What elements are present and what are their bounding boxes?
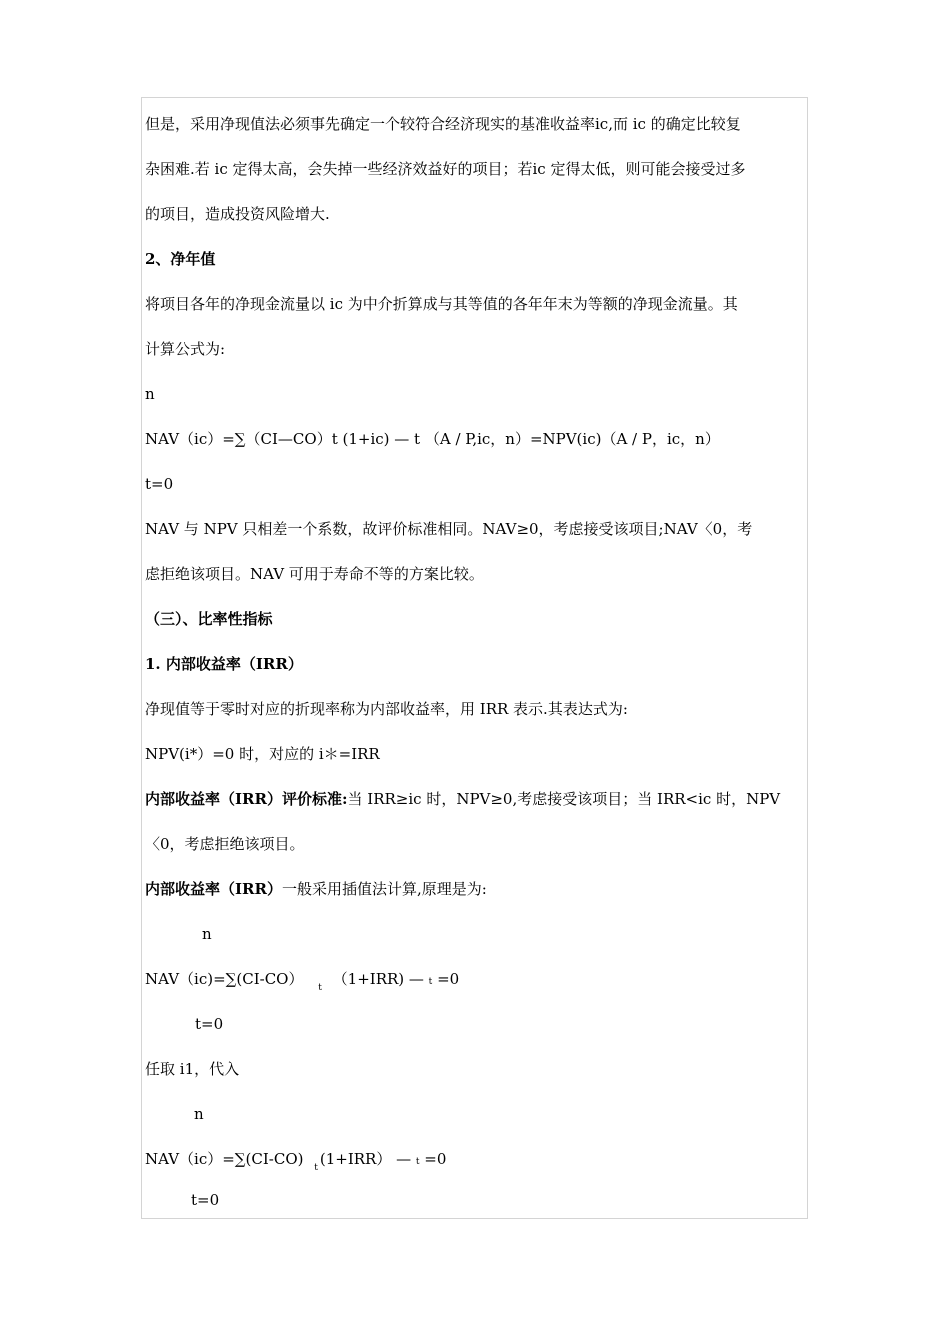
paragraph-line: 但是，采用净现值法必须事先确定一个较符合经济现实的基准收益率ic,而 ic 的确定比较复 [145,115,741,133]
irr-criteria-label: 内部收益率（IRR）评价标准: [145,790,348,808]
formula-part: (1+IRR） — [319,1150,416,1168]
section-heading-nav: 2、净年值 [145,250,216,268]
formula-upper-limit: n [145,385,155,403]
formula-superscript: t [415,1157,420,1167]
formula-part: NAV（ic）=∑(CI-CO) [145,1150,304,1168]
paragraph-line: 计算公式为: [145,340,226,358]
formula-subscript: t [314,1163,318,1173]
formula-part: =0 [419,1150,447,1168]
paragraph-line: 将项目各年的净现金流量以 ic 为中介折算成与其等值的各年年末为等额的净现金流量。其 [145,295,738,313]
formula-upper-limit: n [202,925,212,943]
paragraph-line: NAV 与 NPV 只相差一个系数，故评价标准相同。NAV≥0，考虑接受该项目;NAV〈0，考 [145,520,753,538]
irr-method-label: 内部收益率（IRR） [145,880,282,898]
formula-npv: NPV(i*）=0 时，对应的 i＊=IRR [145,745,380,763]
paragraph-line: 净现值等于零时对应的折现率称为内部收益率，用 IRR 表示.其表达式为: [145,700,628,718]
formula-nav: NAV（ic）=∑（CI—CO）t (1+ic) — t （A / P,ic，n）=NPV(ic)（A / P，ic，n） [145,430,720,448]
paragraph-line: 任取 i1，代入 [145,1060,240,1078]
irr-criteria-text: 当 IRR≥ic 时，NPV≥0,考虑接受该项目；当 IRR<ic 时，NPV [347,790,781,808]
formula-lower-limit: t=0 [145,475,174,493]
paragraph-line [145,789,780,809]
formula-subscript: t [318,983,322,993]
formula-superscript: t [428,977,433,987]
paragraph-line: 杂困难.若 ic 定得太高，会失掉一些经济效益好的项目；若ic 定得太低，则可能会接受过多 [145,160,746,178]
section-heading-irr: 1. 内部收益率（IRR） [145,655,303,673]
formula-part: （1+IRR) — [332,970,429,988]
formula-part: NAV（ic)=∑(CI-CO） [145,970,304,988]
formula-lower-limit: t=0 [195,1015,224,1033]
formula-irr-1 [145,969,459,992]
formula-upper-limit: n [194,1105,204,1123]
paragraph-line: 的项目，造成投资风险增大. [145,205,330,223]
section-heading-ratio: （三）、比率性指标 [145,610,273,628]
paragraph-line: 〈0，考虑拒绝该项目。 [145,835,305,853]
formula-irr-2 [145,1149,446,1172]
paragraph-line: 虑拒绝该项目。NAV 可用于寿命不等的方案比较。 [145,565,484,583]
formula-lower-limit: t=0 [191,1191,220,1209]
irr-method-text: 一般采用插值法计算,原理是为: [281,880,487,898]
formula-part: =0 [432,970,460,988]
paragraph-line [145,879,487,899]
